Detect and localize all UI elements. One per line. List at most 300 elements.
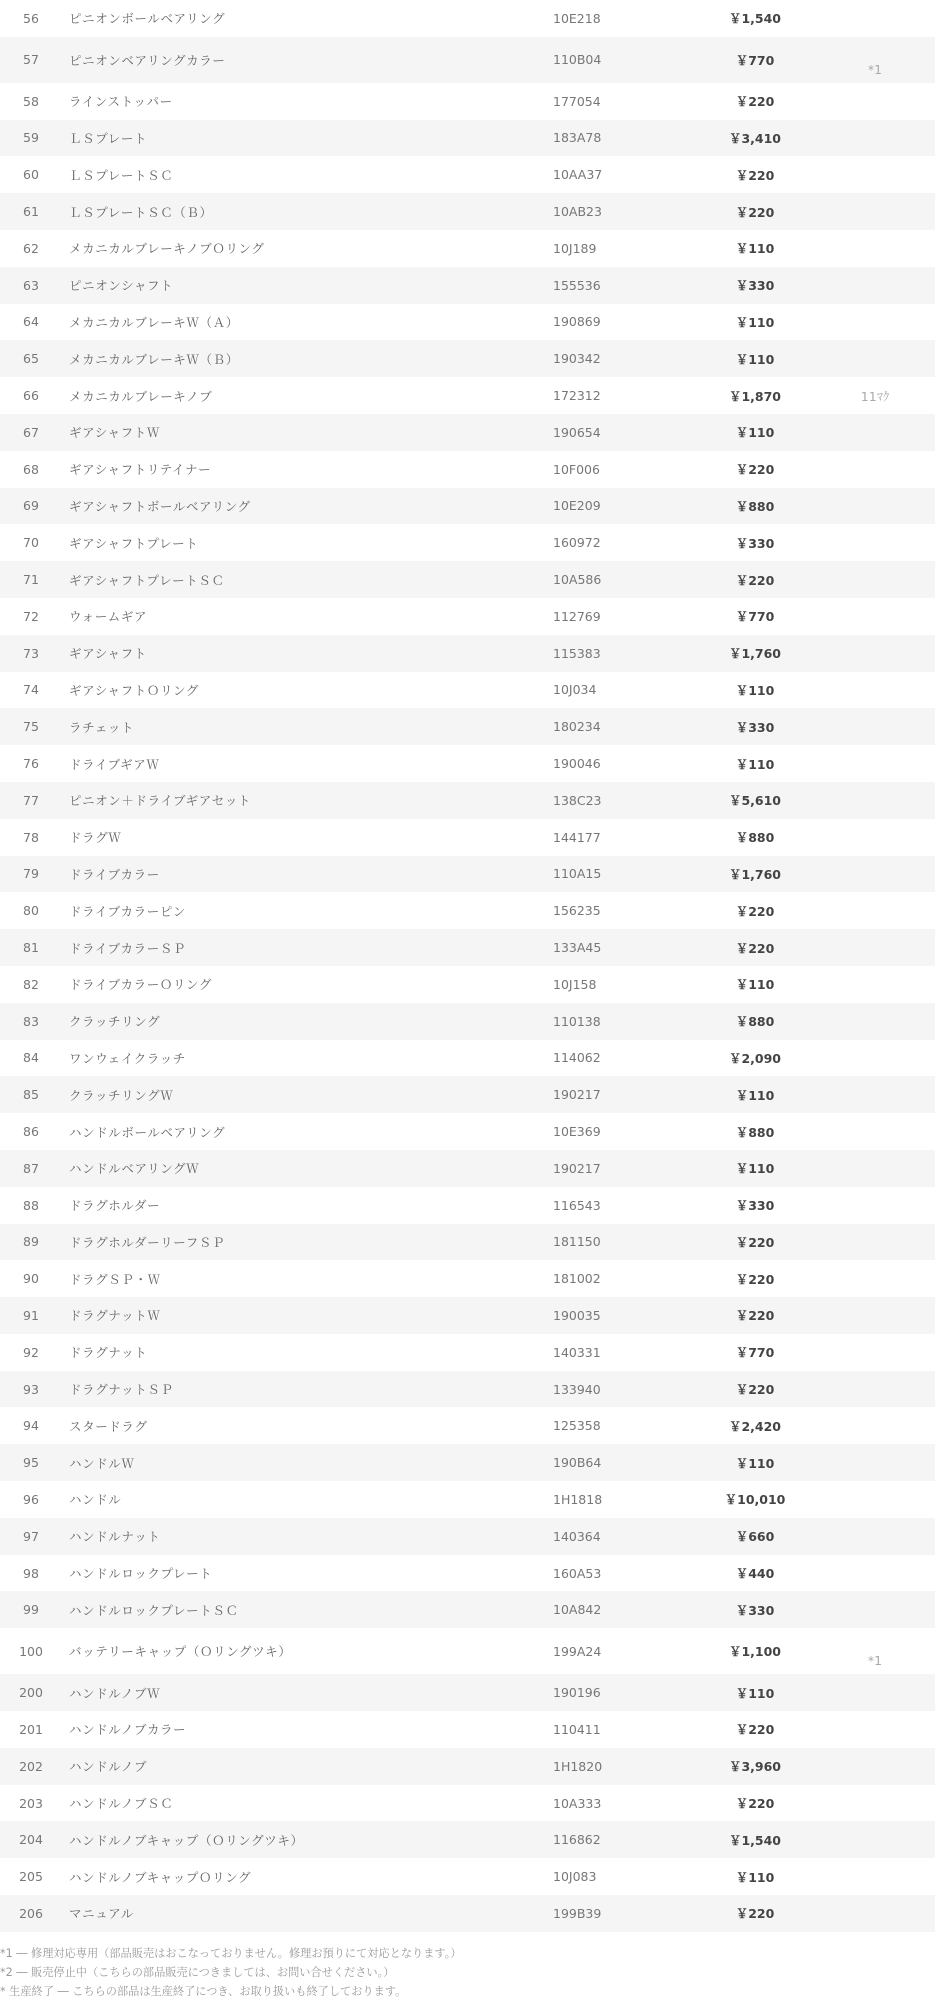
part-name: ハンドルノブ <box>69 1759 148 1775</box>
part-price: ￥110 <box>735 756 775 772</box>
part-code: 110138 <box>553 1013 601 1029</box>
part-name: ドラグナット <box>69 1345 148 1361</box>
part-price: ￥110 <box>735 1685 775 1701</box>
part-price: ￥220 <box>735 167 775 183</box>
part-code: 10A842 <box>553 1602 602 1618</box>
part-number: 89 <box>23 1234 39 1250</box>
part-price: ￥110 <box>735 1869 775 1885</box>
table-row <box>0 1297 935 1334</box>
part-code: 125358 <box>553 1418 601 1434</box>
part-number: 95 <box>23 1455 39 1471</box>
part-name: ウォームギア <box>69 609 148 625</box>
part-number: 78 <box>23 829 39 845</box>
part-name: ギアシャフトＯリング <box>69 682 200 698</box>
part-code: 138C23 <box>553 792 602 808</box>
part-number: 59 <box>23 130 39 146</box>
part-code: 199B39 <box>553 1905 602 1921</box>
part-note <box>830 1785 920 1822</box>
part-number: 99 <box>23 1602 39 1618</box>
part-number: 77 <box>23 792 39 808</box>
part-name: ハンドルＷ <box>69 1455 135 1471</box>
part-number: 64 <box>23 314 39 330</box>
part-note <box>830 1297 920 1334</box>
part-number: 65 <box>23 351 39 367</box>
part-note: *1 <box>867 1653 883 1669</box>
part-number: 94 <box>23 1418 39 1434</box>
part-code: 180234 <box>553 719 601 735</box>
part-price: ￥220 <box>735 94 775 110</box>
table-row <box>0 1113 935 1150</box>
part-name: ハンドルノブＳＣ <box>69 1796 174 1812</box>
part-number: 202 <box>19 1758 43 1774</box>
part-code: 144177 <box>553 829 601 845</box>
part-price: ￥220 <box>735 572 775 588</box>
part-name: ハンドルロックプレートＳＣ <box>69 1602 239 1618</box>
part-code: 190196 <box>553 1685 601 1701</box>
table-row <box>0 782 935 819</box>
part-code: 160A53 <box>553 1565 602 1581</box>
part-note <box>830 1003 920 1040</box>
part-code: 140331 <box>553 1344 601 1360</box>
part-code: 133A45 <box>553 940 602 956</box>
part-name: ＬＳプレートＳＣ <box>69 167 174 183</box>
part-price: ￥880 <box>735 1124 775 1140</box>
part-code: 1H1820 <box>553 1758 603 1774</box>
part-code: 190217 <box>553 1087 601 1103</box>
part-name: メカニカルブレーキＷ（Ｂ） <box>69 351 239 367</box>
part-number: 85 <box>23 1087 39 1103</box>
part-code: 177054 <box>553 93 601 109</box>
part-name: ドライブカラーＳＰ <box>69 940 187 956</box>
part-name: ハンドル <box>69 1492 122 1508</box>
part-name: ドラグＷ <box>69 830 122 846</box>
part-price: ￥770 <box>735 609 775 625</box>
table-row <box>0 340 935 377</box>
part-note <box>830 672 920 709</box>
part-name: メカニカルブレーキノブ <box>69 388 213 404</box>
part-price: ￥220 <box>735 1796 775 1812</box>
part-price: ￥110 <box>735 1161 775 1177</box>
part-name: ハンドルベアリングＷ <box>69 1161 200 1177</box>
part-number: 83 <box>23 1013 39 1029</box>
table-row <box>0 1748 935 1785</box>
part-note <box>830 1674 920 1711</box>
part-number: 61 <box>23 204 39 220</box>
part-price: ￥110 <box>735 314 775 330</box>
table-row <box>0 1076 935 1113</box>
part-note <box>830 1591 920 1628</box>
part-price: ￥1,540 <box>728 1832 782 1848</box>
part-note <box>830 340 920 377</box>
part-name: ハンドルナット <box>69 1529 161 1545</box>
part-code: 133940 <box>553 1381 601 1397</box>
part-name: ドライブカラーピン <box>69 903 187 919</box>
part-note <box>830 1711 920 1748</box>
footnote-1: *1 ― 修理対応専用（部品販売はおこなっておりません。修理お預りにて対応となります。） <box>0 1947 462 1960</box>
part-note <box>830 1407 920 1444</box>
part-price: ￥1,100 <box>728 1644 782 1660</box>
part-name: ドラグナットＷ <box>69 1308 161 1324</box>
part-note <box>830 414 920 451</box>
part-code: 190654 <box>553 424 601 440</box>
table-row <box>0 304 935 341</box>
part-number: 87 <box>23 1160 39 1176</box>
part-price: ￥3,410 <box>728 130 782 146</box>
part-code: 110411 <box>553 1721 601 1737</box>
part-number: 75 <box>23 719 39 735</box>
part-price: ￥220 <box>735 1906 775 1922</box>
part-number: 96 <box>23 1491 39 1507</box>
part-name: ドライブカラー <box>69 866 160 882</box>
table-row <box>0 929 935 966</box>
part-price: ￥220 <box>735 1382 775 1398</box>
part-note <box>830 156 920 193</box>
part-number: 79 <box>23 866 39 882</box>
footnotes <box>0 1944 935 2001</box>
part-number: 72 <box>23 608 39 624</box>
table-row <box>0 819 935 856</box>
part-note <box>830 598 920 635</box>
part-name: ギアシャフトプレートＳＣ <box>69 572 225 588</box>
part-name: メカニカルブレーキＷ（Ａ） <box>69 314 239 330</box>
part-number: 200 <box>19 1685 43 1701</box>
table-row <box>0 1040 935 1077</box>
part-price: ￥330 <box>735 719 775 735</box>
part-number: 60 <box>23 167 39 183</box>
part-number: 88 <box>23 1197 39 1213</box>
part-note <box>830 819 920 856</box>
part-number: 206 <box>19 1905 43 1921</box>
part-price: ￥10,010 <box>724 1492 786 1508</box>
part-code: 190869 <box>553 314 601 330</box>
part-name: ＬＳプレートＳＣ（Ｂ） <box>69 204 213 220</box>
part-code: 156235 <box>553 903 601 919</box>
part-number: 93 <box>23 1381 39 1397</box>
part-note <box>830 304 920 341</box>
part-name: マニュアル <box>69 1906 135 1922</box>
part-note <box>830 561 920 598</box>
table-row <box>0 1555 935 1592</box>
part-name: ワンウェイクラッチ <box>69 1050 186 1066</box>
part-number: 67 <box>23 424 39 440</box>
part-code: 10A333 <box>553 1795 602 1811</box>
part-note <box>830 488 920 525</box>
part-number: 81 <box>23 940 39 956</box>
part-name: ハンドルロックプレート <box>69 1566 213 1582</box>
part-price: ￥220 <box>735 1722 775 1738</box>
table-row <box>0 524 935 561</box>
part-note <box>830 1187 920 1224</box>
part-number: 57 <box>23 52 39 68</box>
table-row <box>0 745 935 782</box>
part-number: 201 <box>19 1721 43 1737</box>
part-note <box>830 708 920 745</box>
part-code: 190035 <box>553 1307 601 1323</box>
part-price: ￥3,960 <box>728 1759 782 1775</box>
part-note <box>830 120 920 157</box>
part-note <box>830 1821 920 1858</box>
part-note <box>830 1895 920 1932</box>
part-name: ハンドルノブキャップＯリング <box>69 1869 252 1885</box>
part-note <box>830 1113 920 1150</box>
table-row <box>0 0 935 37</box>
part-note <box>830 635 920 672</box>
part-price: ￥110 <box>735 241 775 257</box>
table-row <box>0 377 935 414</box>
table-row <box>0 267 935 304</box>
part-note <box>830 0 920 37</box>
part-price: ￥110 <box>735 351 775 367</box>
part-number: 203 <box>19 1795 43 1811</box>
part-price: ￥220 <box>735 903 775 919</box>
part-note <box>830 230 920 267</box>
part-number: 204 <box>19 1832 43 1848</box>
part-code: 110B04 <box>553 52 602 68</box>
part-code: 10J158 <box>553 976 597 992</box>
part-price: ￥330 <box>735 535 775 551</box>
part-code: 114062 <box>553 1050 601 1066</box>
part-number: 84 <box>23 1050 39 1066</box>
part-price: ￥880 <box>735 830 775 846</box>
part-price: ￥770 <box>735 52 775 68</box>
part-code: 110A15 <box>553 866 602 882</box>
table-row <box>0 1444 935 1481</box>
part-number: 62 <box>23 240 39 256</box>
part-name: クラッチリングＷ <box>69 1087 174 1103</box>
part-price: ￥220 <box>735 1234 775 1250</box>
part-code: 160972 <box>553 535 601 551</box>
table-row <box>0 1628 935 1674</box>
table-row <box>0 1224 935 1261</box>
part-price: ￥220 <box>735 1308 775 1324</box>
part-price: ￥110 <box>735 425 775 441</box>
part-note <box>830 1224 920 1261</box>
part-price: ￥110 <box>735 977 775 993</box>
table-row <box>0 37 935 83</box>
part-code: 181150 <box>553 1234 601 1250</box>
part-number: 68 <box>23 461 39 477</box>
part-price: ￥660 <box>735 1529 775 1545</box>
part-name: メカニカルブレーキノブＯリング <box>69 241 265 257</box>
part-note <box>830 1481 920 1518</box>
part-price: ￥220 <box>735 204 775 220</box>
part-code: 10F006 <box>553 461 600 477</box>
part-code: 115383 <box>553 645 601 661</box>
part-code: 190342 <box>553 351 601 367</box>
part-note <box>830 524 920 561</box>
part-note <box>830 1260 920 1297</box>
table-row <box>0 1785 935 1822</box>
part-note <box>830 782 920 819</box>
part-name: ＬＳプレート <box>69 130 148 146</box>
part-price: ￥1,540 <box>728 11 782 27</box>
part-number: 76 <box>23 756 39 772</box>
table-row <box>0 635 935 672</box>
part-number: 73 <box>23 645 39 661</box>
footnote-2: *2 ― 販売停止中（こちらの部品販売につきましては、お問い合せください。） <box>0 1966 395 1979</box>
part-price: ￥110 <box>735 1455 775 1471</box>
part-price: ￥220 <box>735 940 775 956</box>
part-price: ￥440 <box>735 1566 775 1582</box>
part-note <box>830 1150 920 1187</box>
part-code: 181002 <box>553 1271 601 1287</box>
part-number: 56 <box>23 10 39 26</box>
table-row <box>0 561 935 598</box>
part-name: ピニオンボールベアリング <box>69 11 226 27</box>
part-price: ￥1,760 <box>728 646 782 662</box>
part-name: ラインストッパー <box>69 94 173 110</box>
part-code: 10A586 <box>553 572 602 588</box>
part-code: 116862 <box>553 1832 601 1848</box>
part-name: ギアシャフトＷ <box>69 425 160 441</box>
part-note <box>830 1334 920 1371</box>
part-name: ギアシャフトプレート <box>69 535 199 551</box>
part-number: 98 <box>23 1565 39 1581</box>
footnote-3: * 生産終了 ― こちらの部品は生産終了につき、お取り扱いも終了しております。 <box>0 1985 407 1998</box>
part-price: ￥880 <box>735 1014 775 1030</box>
part-price: ￥1,760 <box>728 866 782 882</box>
part-name: スタードラグ <box>69 1418 148 1434</box>
part-code: 10AB23 <box>553 204 602 220</box>
table-row <box>0 1407 935 1444</box>
part-price: ￥5,610 <box>728 793 782 809</box>
part-name: バッテリーキャップ（Ｏリングツキ） <box>69 1644 292 1660</box>
table-row <box>0 1895 935 1932</box>
part-note <box>830 966 920 1003</box>
table-row <box>0 1481 935 1518</box>
table-row <box>0 451 935 488</box>
part-note <box>830 193 920 230</box>
part-note <box>830 1748 920 1785</box>
table-row <box>0 1187 935 1224</box>
table-row <box>0 1334 935 1371</box>
table-row <box>0 1858 935 1895</box>
part-code: 112769 <box>553 608 601 624</box>
part-number: 92 <box>23 1344 39 1360</box>
part-number: 63 <box>23 277 39 293</box>
part-code: 1H1818 <box>553 1491 603 1507</box>
table-row <box>0 230 935 267</box>
part-name: ハンドルノブカラー <box>69 1722 187 1738</box>
part-price: ￥2,090 <box>728 1050 782 1066</box>
part-price: ￥2,420 <box>728 1418 782 1434</box>
part-name: ギアシャフトリテイナー <box>69 462 212 478</box>
part-number: 82 <box>23 976 39 992</box>
table-row <box>0 1003 935 1040</box>
part-note <box>830 267 920 304</box>
table-row <box>0 1371 935 1408</box>
part-name: ドラグホルダー <box>69 1198 161 1214</box>
part-name: ドライブギアＷ <box>69 756 160 772</box>
part-note <box>830 1444 920 1481</box>
part-price: ￥110 <box>735 682 775 698</box>
part-note <box>830 856 920 893</box>
table-row <box>0 193 935 230</box>
part-note <box>830 1518 920 1555</box>
part-name: ギアシャフトボールベアリング <box>69 498 251 514</box>
part-price: ￥330 <box>735 278 775 294</box>
part-number: 86 <box>23 1124 39 1139</box>
part-name: ラチェット <box>69 719 135 735</box>
part-code: 190046 <box>553 756 601 772</box>
part-note <box>830 745 920 782</box>
table-row <box>0 672 935 709</box>
table-row <box>0 1150 935 1187</box>
part-number: 71 <box>23 572 39 588</box>
part-note <box>830 1555 920 1592</box>
part-code: 10AA37 <box>553 167 603 183</box>
part-price: ￥330 <box>735 1602 775 1618</box>
part-number: 100 <box>19 1643 43 1659</box>
part-name: ドライブカラーＯリング <box>69 977 212 993</box>
part-name: ピニオン＋ドライブギアセット <box>69 793 252 809</box>
part-note <box>830 892 920 929</box>
part-name: ドラグＳＰ・Ｗ <box>69 1271 161 1287</box>
part-name: ピニオンベアリングカラー <box>69 52 226 68</box>
table-row <box>0 966 935 1003</box>
part-price: ￥220 <box>735 462 775 478</box>
part-note <box>830 451 920 488</box>
part-number: 74 <box>23 682 39 698</box>
part-price: ￥770 <box>735 1345 775 1361</box>
part-number: 58 <box>23 93 39 109</box>
part-code: 190217 <box>553 1160 601 1176</box>
part-code: 10E218 <box>553 10 601 26</box>
table-row <box>0 856 935 893</box>
part-code: 155536 <box>553 277 601 293</box>
table-row <box>0 488 935 525</box>
part-name: ギアシャフト <box>69 646 147 662</box>
part-price: ￥220 <box>735 1271 775 1287</box>
part-code: 10J189 <box>553 240 597 256</box>
part-number: 69 <box>23 498 39 514</box>
table-row <box>0 83 935 120</box>
table-row <box>0 414 935 451</box>
part-code: 190B64 <box>553 1455 602 1471</box>
part-name: ハンドルノブキャップ（Ｏリングツキ） <box>69 1832 304 1848</box>
part-note: 11ﾏｸ <box>860 388 890 404</box>
part-note <box>830 1371 920 1408</box>
part-code: 10J034 <box>553 682 597 698</box>
table-row <box>0 1518 935 1555</box>
part-price: ￥110 <box>735 1087 775 1103</box>
part-note <box>830 1076 920 1113</box>
table-row <box>0 1711 935 1748</box>
part-note <box>830 83 920 120</box>
part-note <box>830 929 920 966</box>
part-note: *1 <box>867 61 883 77</box>
part-number: 205 <box>19 1869 43 1885</box>
part-code: 172312 <box>553 388 601 404</box>
table-row <box>0 120 935 157</box>
table-row <box>0 1591 935 1628</box>
part-note <box>830 1858 920 1895</box>
part-code: 10E369 <box>553 1124 601 1139</box>
part-name: ドラグナットＳＰ <box>69 1382 174 1398</box>
part-number: 97 <box>23 1528 39 1544</box>
part-code: 140364 <box>553 1528 601 1544</box>
part-number: 70 <box>23 535 39 551</box>
part-name: ハンドルボールベアリング <box>69 1124 226 1140</box>
part-code: 116543 <box>553 1197 601 1213</box>
table-row <box>0 892 935 929</box>
part-price: ￥1,870 <box>728 388 782 404</box>
part-name: ドラグホルダーリーフＳＰ <box>69 1234 226 1250</box>
part-code: 199A24 <box>553 1643 602 1659</box>
part-code: 183A78 <box>553 130 602 146</box>
part-price: ￥330 <box>735 1198 775 1214</box>
table-row <box>0 156 935 193</box>
